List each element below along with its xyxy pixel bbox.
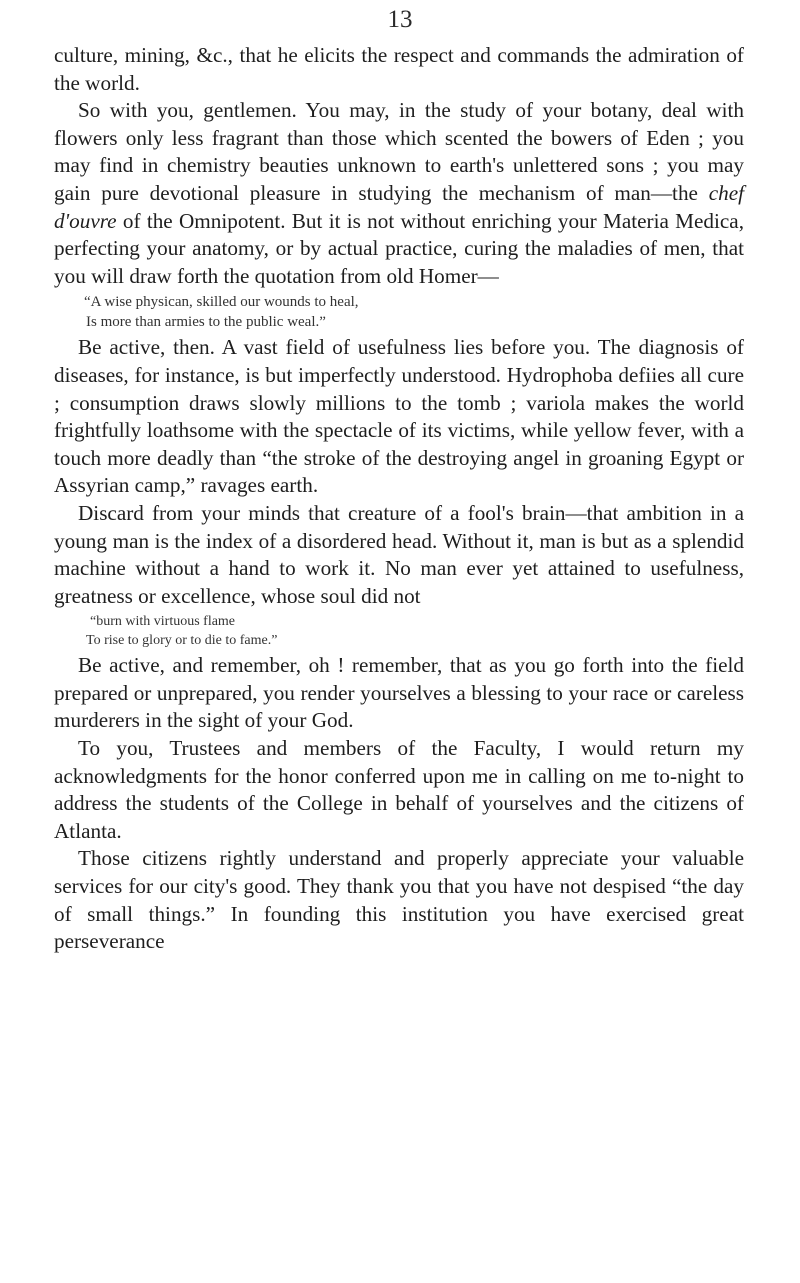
page-number: 13: [387, 6, 413, 33]
verse-line: Is more than armies to the public weal.”: [86, 314, 326, 331]
paragraph-be-active: Be active, then. A vast field of usefulness lies before you. The diagnosis of diseases, for instance, is but imperfectly understood. Hydrophoba defiies all cure ; consumption draws slowly millions to the tomb ; variola makes the world frightfully loathsome with the spectacle of its victims, while yellow fever, with a touch more deadly than “the stroke of the destroying angel in groaning Egypt or Assyrian camp,” ravages earth.: [54, 335, 744, 498]
flame-quotation: [54, 612, 744, 650]
paragraph-culture: culture, mining, &c., that he elicits the respect and commands the admiration of the world.: [54, 43, 744, 95]
paragraph-gentlemen-before: So with you, gentlemen. You may, in the study of your botany, deal with flowers only less fragrant than those which scented the bowers of Eden ; you may find in chemistry beauties unknown to earth's unlettered sons ; you may gain pure devotional pleasure in studying the mechanism of man—the: [54, 98, 744, 205]
homer-quotation: [54, 292, 744, 332]
paragraph-remember: Be active, and remember, oh ! remember, that as you go forth into the field prepared or unprepared, you render yourselves a blessing to your race or careless murderers in the sight of your God.: [54, 653, 744, 733]
verse-line: “burn with virtuous flame: [90, 614, 236, 630]
verse-line: “A wise physican, skilled our wounds to heal,: [84, 294, 359, 311]
paragraph-trustees: To you, Trustees and members of the Faculty, I would return my acknowledgments for the honor conferred upon me in calling on me to-night to address the students of the College in behalf of yourselves and the citizens of Atlanta.: [54, 736, 744, 843]
italic-phrase: chef d'ouvre: [54, 180, 744, 233]
paragraph-gentlemen: [54, 97, 744, 290]
page-body: [54, 42, 744, 956]
paragraph-gentlemen-after: of the Omnipotent. But it is not without enriching your Materia Medica, perfecting your anatomy, or by actual practice, curing the maladies of men, that you will draw forth the quotation from old Homer—: [54, 208, 744, 288]
verse-line: To rise to glory or to die to fame.”: [86, 633, 278, 649]
paragraph-discard: Discard from your minds that creature of a fool's brain—that ambition in a young man is the index of a disordered head. Without it, man is but as a splendid machine without a hand to work it. No man ever yet attained to usefulness, greatness or excellence, whose soul did not: [54, 500, 744, 608]
paragraph-citizens: Those citizens rightly understand and properly appreciate your valuable services for our city's good. They thank you that you have not despised “the day of small things.” In founding this institution you have exercised great perseverance: [54, 846, 744, 954]
